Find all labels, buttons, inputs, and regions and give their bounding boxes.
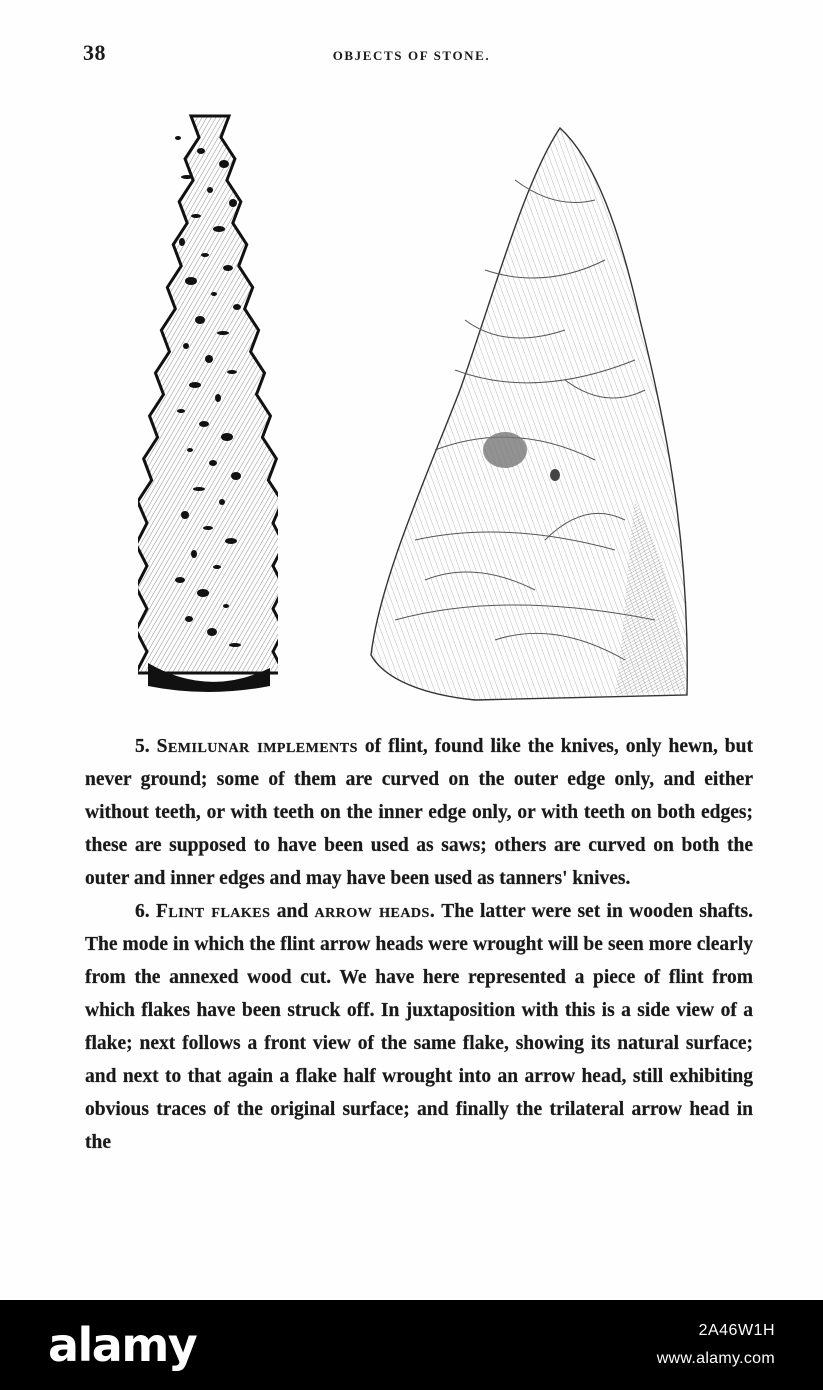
blade-chip-mark — [193, 487, 205, 491]
paragraph-6 — [85, 895, 753, 1159]
serrated-flint-blade-illustration — [138, 108, 278, 698]
body-text — [85, 730, 753, 1159]
blade-chip-mark — [181, 511, 189, 519]
blade-chip-mark — [219, 160, 229, 168]
paragraph-5-text: of flint, found like the knives, only hewn, but never ground; some of them are curved on the outer edge only, and either without teeth, or with teeth on the inner edge only, or with teeth on both edges; these are supposed to have been used as saws; others are curved on both the outer and inner edges and may have been used as tanners' knives. — [85, 736, 753, 889]
blade-chip-mark — [211, 292, 217, 296]
blade-chip-mark — [185, 616, 193, 622]
blade-chip-mark — [207, 628, 217, 636]
blade-chip-mark — [197, 148, 205, 154]
blade-chip-mark — [177, 409, 185, 413]
blade-chip-mark — [231, 472, 241, 480]
paragraph-6-heading-1: Flint flakes — [155, 901, 271, 922]
blade-chip-mark — [219, 499, 225, 505]
blade-chip-mark — [175, 136, 181, 140]
paragraph-6-text: The latter were set in wooden shafts. The mode in which the flint arrow heads were wrought will be seen more clearly from the annexed wood cut. We have here represented a piece of flint from which flakes have been struck off. In juxtaposition with this is a side view of a flake; next follows a front view of the same flake, showing its natural surface; and next to that again a flake half wrought into an arrow head, still exhibiting obvious traces of the original surface; and finally the trilateral arrow head in the — [85, 901, 753, 1153]
image-id: 2A46W1H — [698, 1322, 775, 1339]
paragraph-6-connector: and — [276, 901, 309, 922]
blade-chip-mark — [227, 370, 237, 374]
blade-chip-mark — [215, 394, 221, 402]
blade-chip-mark — [175, 577, 185, 583]
flint-flake-illustration — [365, 120, 695, 705]
blade-chip-mark — [183, 343, 189, 349]
paragraph-5-number: 5. — [135, 736, 150, 757]
blade-chip-mark — [223, 265, 233, 271]
alamy-logo: alamy — [48, 1318, 197, 1372]
blade-chip-mark — [181, 175, 193, 179]
paragraph-6-heading-2: arrow heads. — [314, 901, 436, 922]
blade-chip-mark — [205, 355, 213, 363]
blade-chip-mark — [191, 214, 201, 218]
blade-chip-mark — [217, 331, 229, 335]
blade-chip-mark — [179, 238, 185, 246]
running-head: OBJECTS OF STONE. — [332, 48, 491, 63]
blade-chip-mark — [185, 277, 197, 285]
page-number: 38 — [83, 40, 106, 65]
paragraph-6-number: 6. — [135, 901, 150, 922]
blade-chip-mark — [209, 460, 217, 466]
blade-chip-mark — [191, 550, 197, 558]
blade-chip-mark — [189, 382, 201, 388]
site-url: www.alamy.com — [656, 1350, 775, 1367]
blade-chip-mark — [225, 538, 237, 544]
blade-chip-mark — [229, 643, 241, 647]
blade-chip-mark — [203, 526, 213, 530]
blade-chip-mark — [213, 565, 221, 569]
blade-chip-mark — [223, 604, 229, 608]
blade-chip-mark — [197, 589, 209, 597]
watermark-footer — [0, 1300, 823, 1390]
blade-chip-mark — [233, 304, 241, 310]
blade-chip-mark — [187, 448, 193, 452]
blade-chip-mark — [199, 421, 209, 427]
blade-chip-mark — [221, 433, 233, 441]
blade-chip-mark — [207, 187, 213, 193]
paragraph-5-heading: Semilunar implements — [156, 736, 358, 757]
blade-chip-mark — [213, 226, 225, 232]
blade-chip-mark — [201, 253, 209, 257]
blade-chip-mark — [195, 316, 205, 324]
paragraph-5 — [85, 730, 753, 895]
blade-chip-mark — [229, 199, 237, 207]
